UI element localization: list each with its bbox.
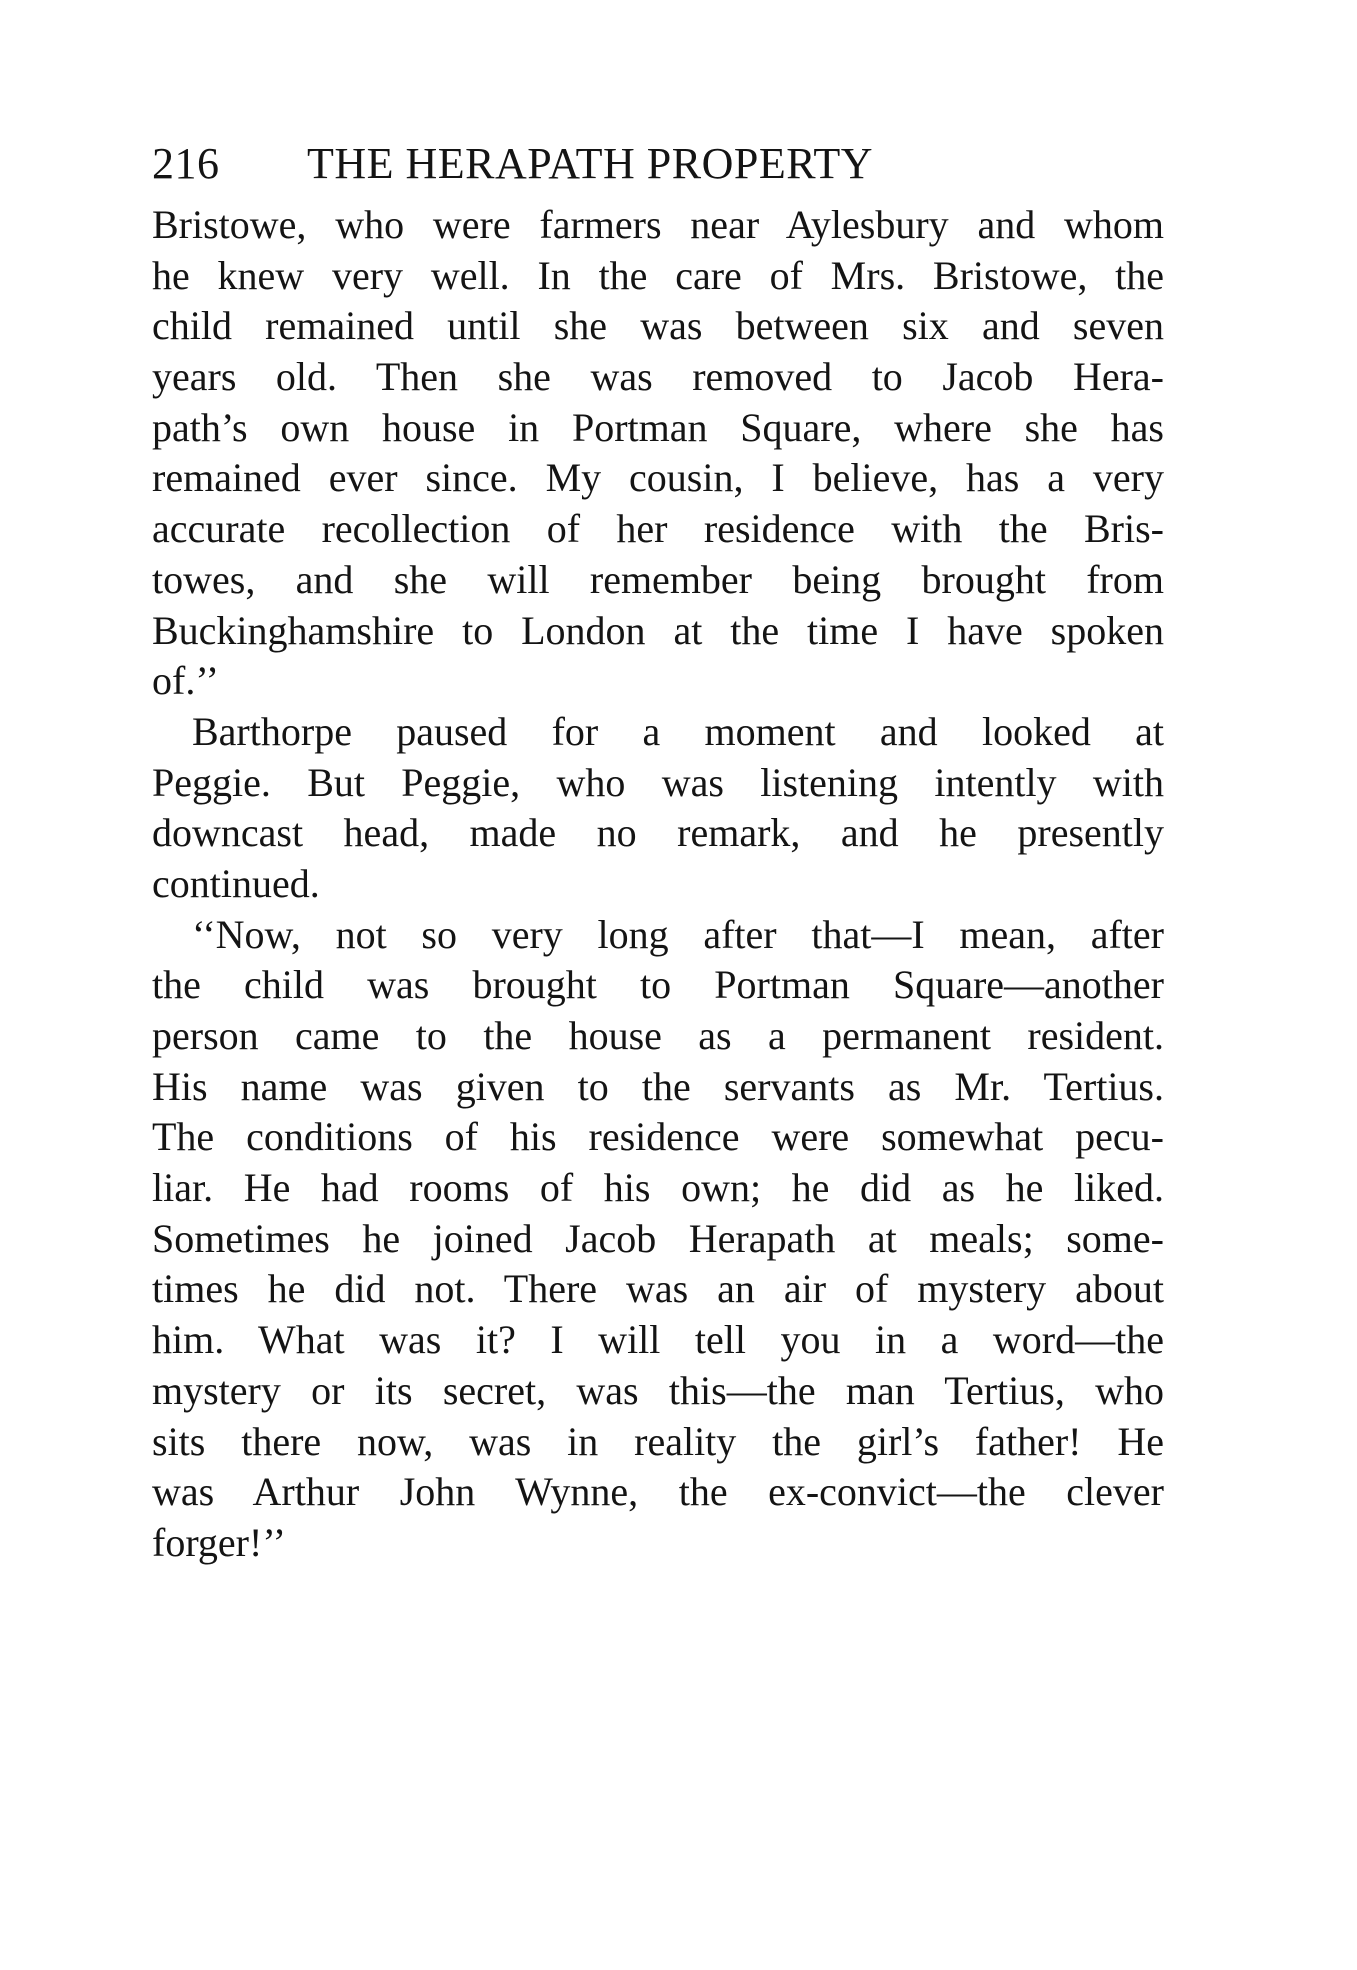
- text-line: sits there now, was in reality the girl’s father! He: [152, 1418, 1164, 1464]
- text-line: Peggie. But Peggie, who was listening intently with: [152, 759, 1164, 805]
- text-line: ‘‘Now, not so very long after that—I mean, after: [192, 911, 1164, 957]
- text-line: child remained until she was between six and seven: [152, 303, 1164, 349]
- text-line: path’s own house in Portman Square, where she has: [152, 404, 1164, 450]
- text-line: him. What was it? I will tell you in a word—the: [152, 1317, 1164, 1363]
- body-text: [152, 200, 1164, 1569]
- text-line: Bristowe, who were farmers near Aylesbury and whom: [152, 202, 1164, 247]
- text-line: Buckinghamshire to London at the time I have spoken: [152, 607, 1164, 653]
- text-line: was Arthur John Wynne, the ex-convict—the clever: [152, 1469, 1164, 1515]
- text-line: the child was brought to Portman Square—another: [152, 962, 1164, 1008]
- text-line: mystery or its secret, was this—the man Tertius, who: [152, 1367, 1164, 1413]
- text-line: Barthorpe paused for a moment and looked at: [192, 708, 1164, 754]
- text-line: he knew very well. In the care of Mrs. Bristowe, the: [152, 252, 1164, 298]
- running-title: THE HERAPATH PROPERTY: [307, 139, 874, 188]
- text-line: continued.: [152, 860, 320, 906]
- text-line: His name was given to the servants as Mr. Tertius.: [152, 1063, 1164, 1109]
- text-line: The conditions of his residence were somewhat pecu-: [152, 1114, 1164, 1160]
- text-line: times he did not. There was an air of mystery about: [152, 1266, 1164, 1312]
- text-line: accurate recollection of her residence with the Bris-: [152, 506, 1164, 552]
- text-line: downcast head, made no remark, and he presently: [152, 810, 1164, 856]
- text-line: remained ever since. My cousin, I believe, has a very: [152, 455, 1164, 501]
- text-line: person came to the house as a permanent resident.: [152, 1013, 1164, 1058]
- text-line: liar. He had rooms of his own; he did as he liked.: [152, 1165, 1164, 1211]
- text-line: Sometimes he joined Jacob Herapath at meals; some-: [152, 1215, 1164, 1261]
- text-line: of.’’: [152, 658, 219, 704]
- text-line: towes, and she will remember being brought from: [152, 556, 1164, 602]
- page-header: [152, 136, 1162, 192]
- page-number: 216: [152, 139, 220, 188]
- text-line: forger!’’: [152, 1519, 286, 1565]
- text-line: years old. Then she was removed to Jacob Hera-: [152, 354, 1164, 400]
